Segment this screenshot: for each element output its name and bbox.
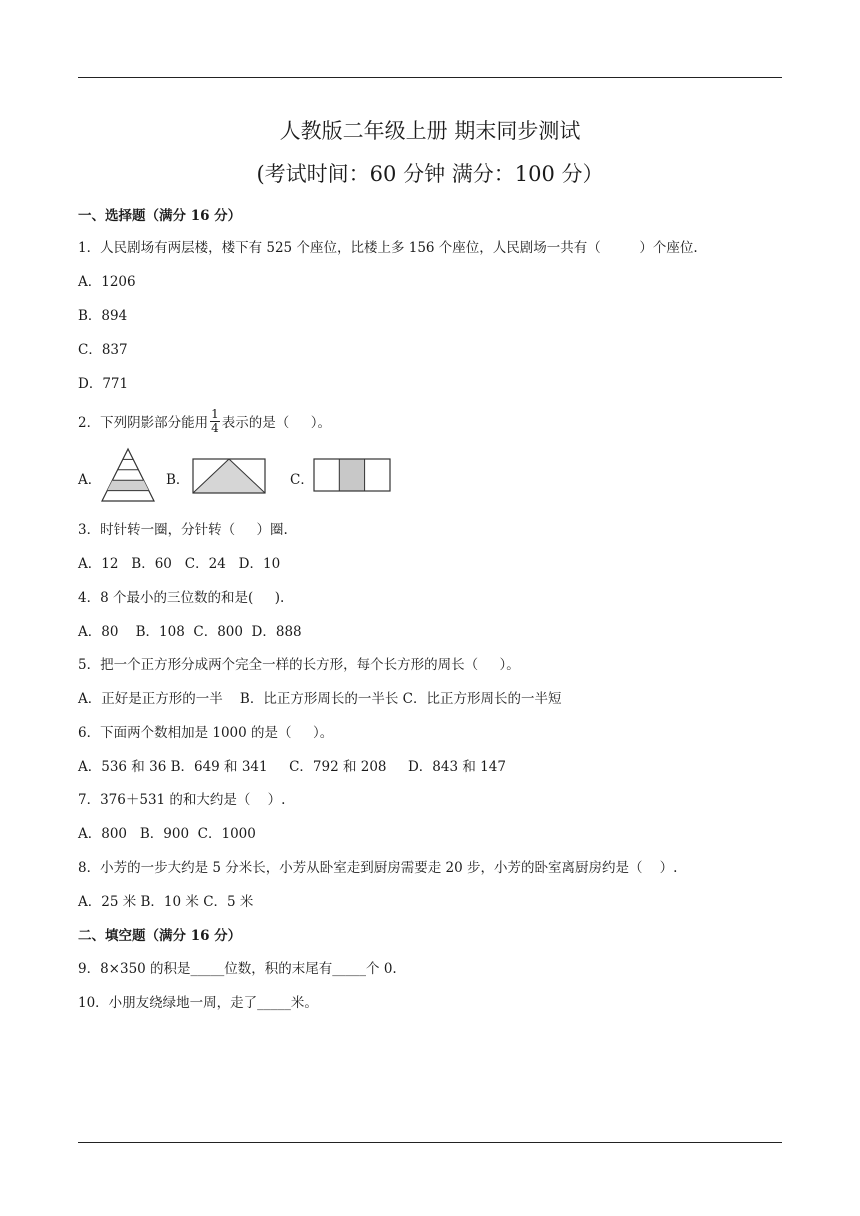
footer-rule	[78, 1142, 782, 1143]
question-1-stem: 1．人民剧场有两层楼，楼下有 525 个座位，比楼上多 156 个座位，人民剧场一共有（ ）个座位.	[78, 240, 698, 256]
question-5-options: A．正好是正方形的一半 B．比正方形周长的一半长 C．比正方形周长的一半短	[78, 691, 562, 707]
three-parts-rectangle-figure	[312, 457, 392, 493]
question-3-options: A．12 B．60 C．24 D．10	[78, 556, 281, 572]
question-1-option-c: C．837	[78, 342, 128, 358]
page-title: 人教版二年级上册 期末同步测试	[279, 119, 581, 143]
section-heading-choice: 一、选择题（满分 16 分）	[78, 208, 242, 224]
question-1-option-b: B．894	[78, 308, 128, 324]
question-10: 10．小朋友绕绿地一周，走了_____米。	[78, 995, 318, 1011]
question-7-options: A．800 B．900 C．1000	[78, 826, 256, 842]
question-5-stem: 5．把一个正方形分成两个完全一样的长方形，每个长方形的周长（ ）。	[78, 657, 520, 673]
question-2-option-a-label: A．	[78, 472, 102, 488]
fraction-one-quarter: $\frac{1}{4}$	[211, 407, 219, 435]
question-1-option-a: A．1206	[78, 274, 136, 290]
rectangle-triangle-figure	[191, 457, 267, 495]
question-2-option-c-label: C．	[290, 472, 314, 488]
question-1-option-d: D．771	[78, 376, 129, 392]
question-2-option-b-label: B．	[166, 472, 190, 488]
question-2-stem: 2．下列阴影部分能用 $\frac{1}{4}$ 表示的是（ ）。	[78, 407, 331, 435]
question-7-stem: 7．376＋531 的和大约是（ ）.	[78, 792, 286, 808]
question-4-stem: 4．8 个最小的三位数的和是( ).	[78, 590, 285, 606]
question-6-stem: 6．下面两个数相加是 1000 的是（ ）。	[78, 725, 334, 741]
question-8-stem: 8．小芳的一步大约是 5 分米长，小芳从卧室走到厨房需要走 20 步，小芳的卧室离厨房约是（ ）.	[78, 860, 678, 876]
section-heading-fill: 二、填空题（满分 16 分）	[78, 928, 242, 944]
question-6-options: A．536 和 36 B．649 和 341 C．792 和 208 D．843 和 147	[78, 759, 506, 775]
triangle-figure	[100, 447, 156, 503]
page-subtitle: (考试时间：60 分钟 满分：100 分）	[256, 162, 604, 186]
question-4-options: A．80 B．108 C．800 D．888	[78, 624, 302, 640]
question-3-stem: 3．时针转一圈，分针转（ ）圈.	[78, 522, 288, 538]
question-8-options: A．25 米 B．10 米 C．5 米	[78, 894, 254, 910]
question-9: 9．8×350 的积是_____位数，积的末尾有_____个 0.	[78, 961, 397, 977]
header-rule	[78, 77, 782, 78]
